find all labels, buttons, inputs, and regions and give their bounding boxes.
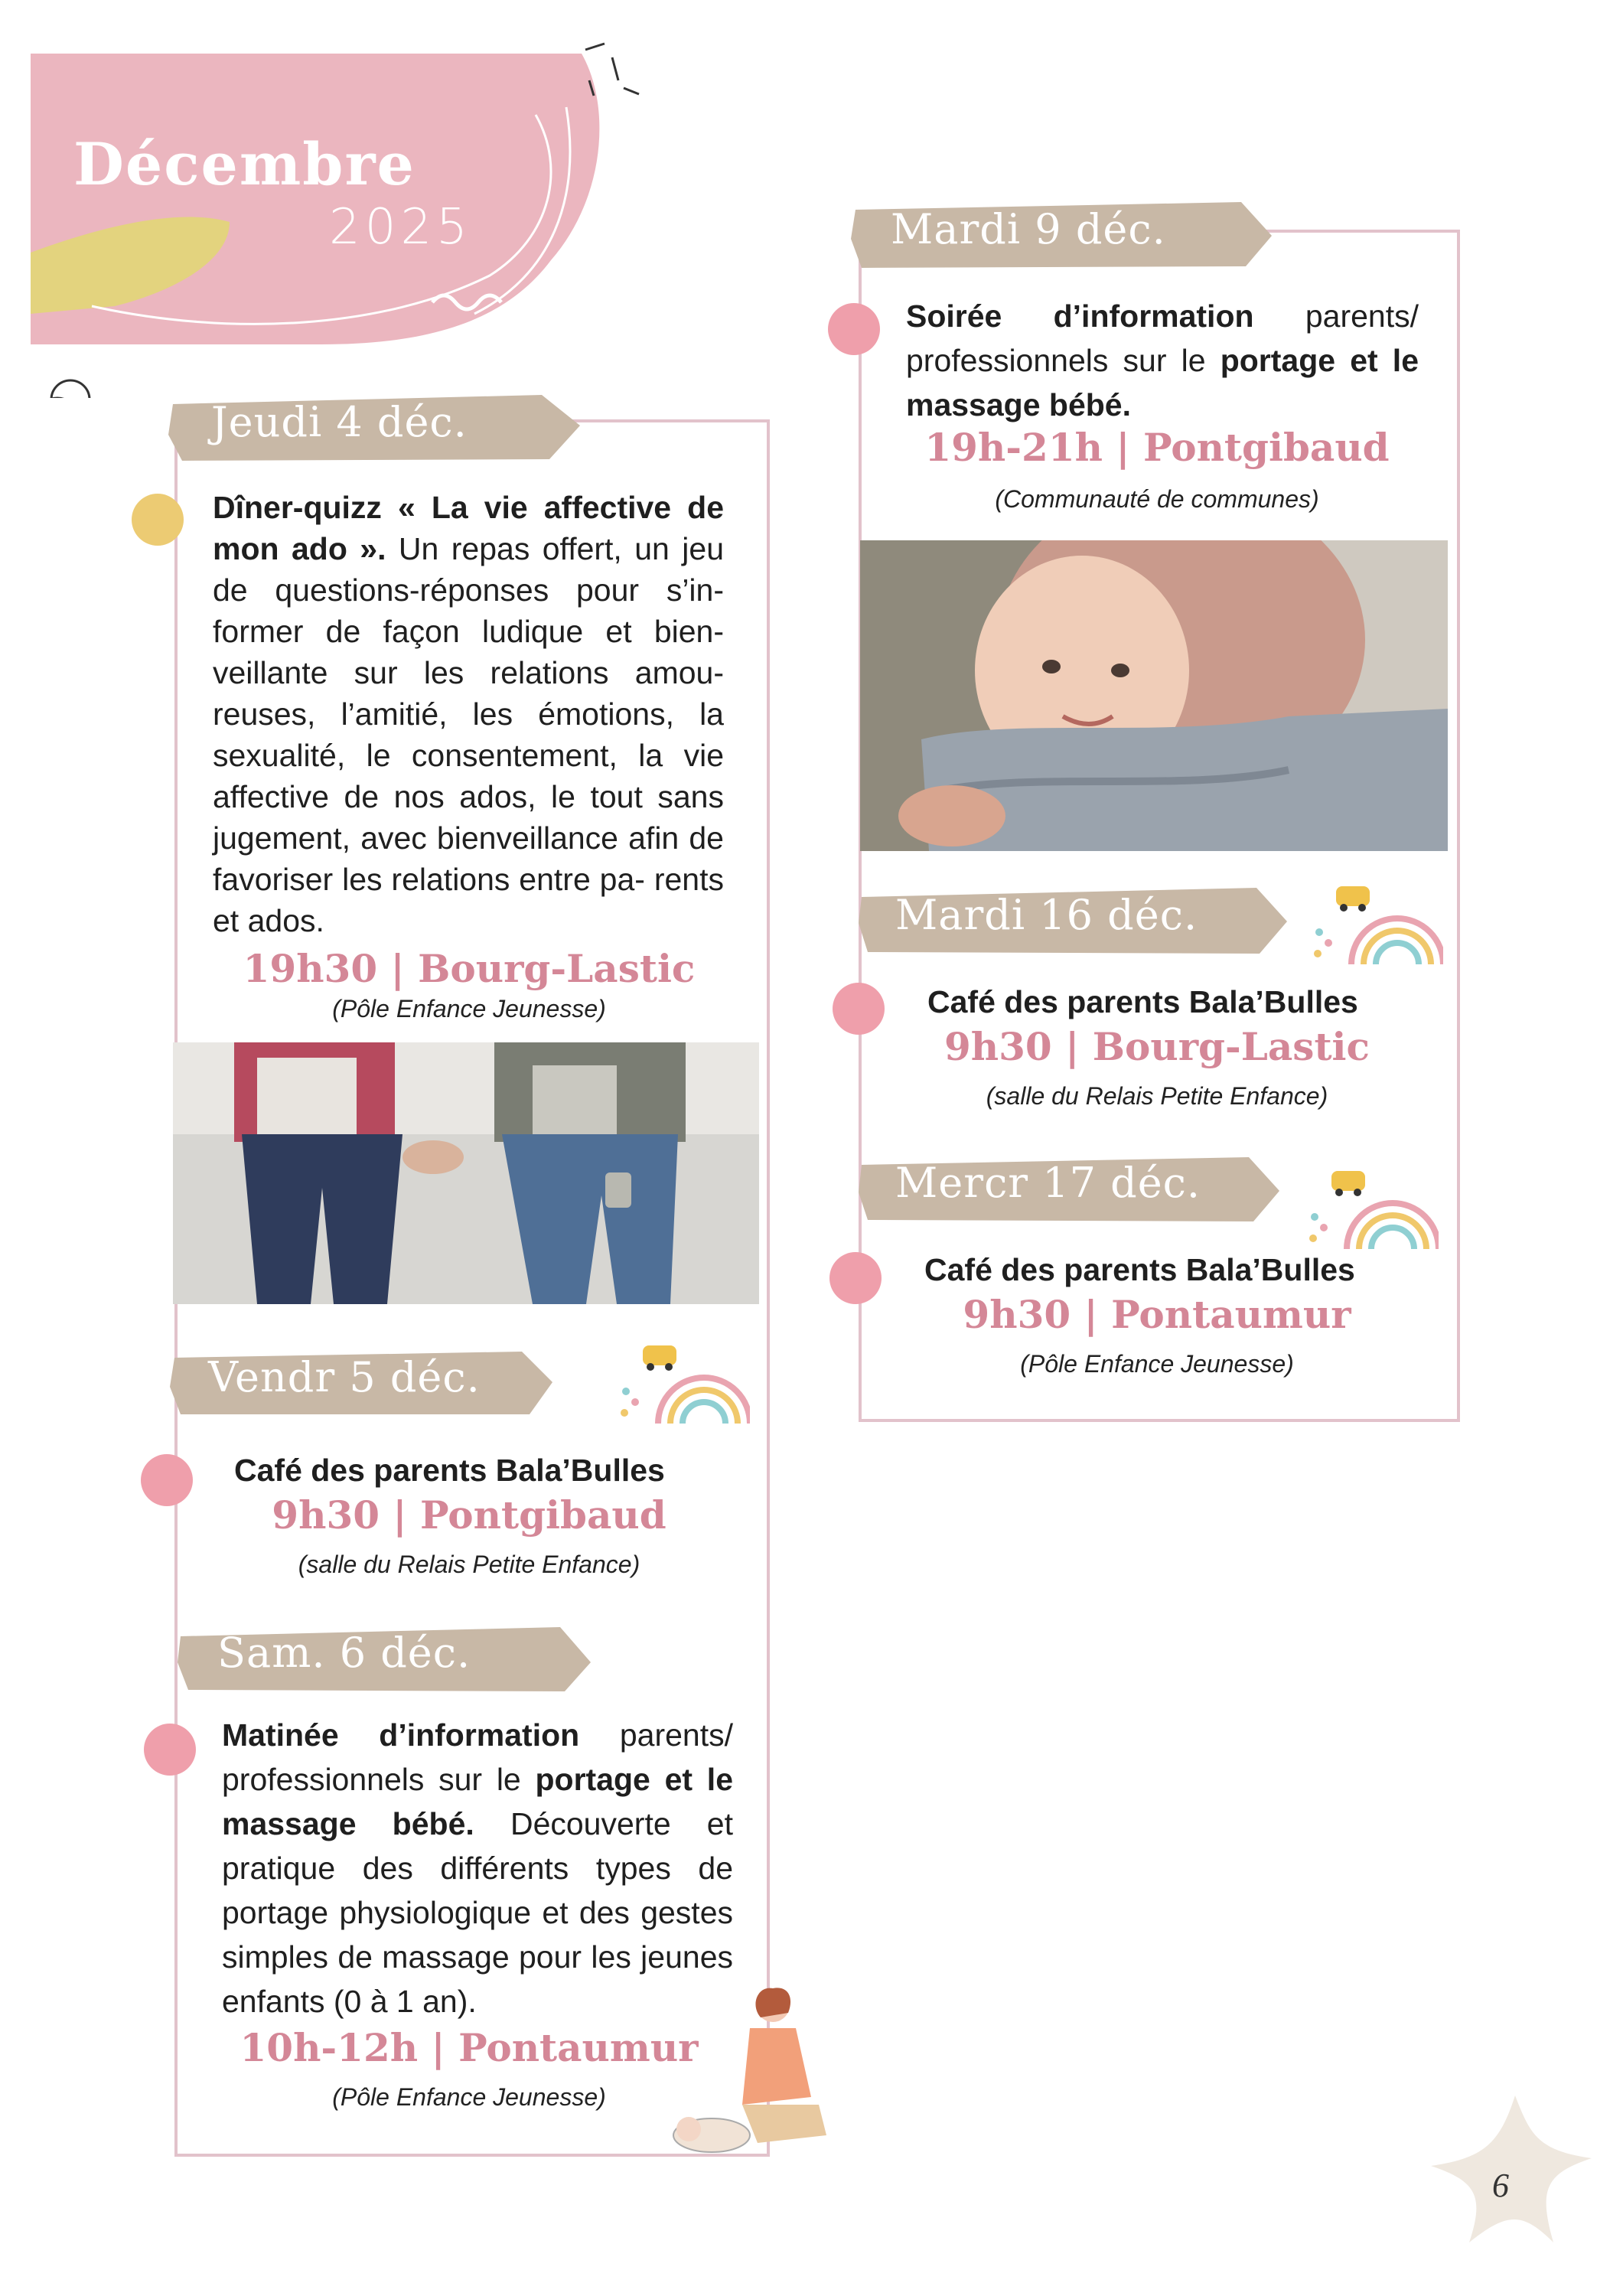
event-line: sexualité, le consentement, la vie — [213, 738, 724, 773]
date-label: Mardi 16 déc. — [895, 891, 1198, 939]
event-time-place: 10h-12h | Pontaumur — [240, 2025, 699, 2070]
event-venue: (Pôle Enfance Jeunesse) — [1020, 1350, 1294, 1378]
rainbow-bus-icon — [612, 1339, 750, 1431]
date-label: Sam. 6 déc. — [217, 1629, 471, 1677]
teen-couple-photo — [173, 1042, 759, 1304]
event-description — [222, 1713, 733, 2024]
date-label: Mercr 17 déc. — [895, 1159, 1201, 1207]
event-line: de questions-réponses pour s’in- — [213, 572, 724, 608]
event-emphasis: portage et le massage bébé. — [906, 343, 1419, 422]
event-line: jugement, avec bienveillance afin — [213, 820, 680, 856]
event-line: de favoriser les relations entre pa- — [213, 820, 724, 897]
event-time-place: 9h30 | Pontgibaud — [272, 1492, 666, 1538]
starfish-decoration — [1423, 2089, 1607, 2258]
page-number: 6 — [1492, 2167, 1509, 2204]
event-time-place: 9h30 | Bourg-Lastic — [944, 1024, 1370, 1069]
event-title: Café des parents Bala’Bulles — [234, 1453, 665, 1488]
event-bullet-dot — [828, 303, 880, 355]
date-banner-mercr-17 — [859, 1150, 1279, 1226]
year-label: 2025 — [329, 199, 472, 256]
date-banner-sam-6 — [178, 1619, 591, 1696]
event-description — [213, 487, 724, 941]
event-line: veillante sur les relations amou- — [213, 655, 724, 690]
event-bullet-dot — [132, 494, 184, 546]
event-emphasis: portage et le massage bébé. — [222, 1762, 733, 1841]
event-text-part: parents/ professionnels sur le — [906, 298, 1419, 378]
event-time-place: 9h30 | Pontaumur — [963, 1292, 1351, 1337]
event-line: affective de nos ados, le tout sans — [213, 779, 724, 814]
event-line: Un repas offert, un jeu — [398, 531, 724, 566]
event-text-part: parents/ professionnels sur le — [222, 1717, 733, 1797]
date-banner-mardi-16 — [859, 882, 1287, 958]
rainbow-bus-icon — [1305, 880, 1443, 972]
event-line: reuses, l’amitié, les émotions, la — [213, 696, 724, 732]
date-label: Jeudi 4 déc. — [211, 398, 468, 446]
event-text-part: Découverte et pratique des différents types de portage physiologique et des gestes simples de massage pour les jeunes enfants (0 à 1 an). — [222, 1806, 733, 2019]
event-venue: (Pôle Enfance Jeunesse) — [332, 995, 606, 1022]
event-venue: (salle du Relais Petite Enfance) — [298, 1551, 640, 1578]
date-label: Vendr 5 déc. — [208, 1353, 481, 1401]
date-label: Mardi 9 déc. — [891, 205, 1166, 253]
month-title: Décembre — [73, 130, 416, 198]
date-banner-mardi-9 — [851, 196, 1272, 272]
event-title: Café des parents Bala’Bulles — [927, 984, 1358, 1019]
event-bullet-dot — [144, 1724, 196, 1776]
date-banner-vendr-5 — [170, 1344, 552, 1420]
event-venue: (Communauté de communes) — [995, 485, 1319, 513]
event-title: Dîner-quizz « La vie affective de mon ado ». — [213, 490, 724, 566]
event-time-place: 19h30 | Bourg-Lastic — [243, 946, 696, 991]
date-banner-jeudi-4 — [167, 389, 580, 465]
event-time-place: 19h-21h | Pontgibaud — [924, 425, 1390, 470]
event-title: Café des parents Bala’Bulles — [924, 1252, 1355, 1287]
event-line: former de façon ludique et bien- — [213, 614, 724, 649]
event-title: Matinée d’information — [222, 1717, 580, 1753]
event-description — [906, 294, 1419, 427]
event-title: Soirée d’information — [906, 298, 1254, 334]
event-venue: (salle du Relais Petite Enfance) — [986, 1082, 1328, 1110]
rainbow-bus-icon — [1301, 1165, 1439, 1257]
event-line: rents et ados. — [213, 862, 724, 938]
event-venue: (Pôle Enfance Jeunesse) — [332, 2083, 606, 2111]
mother-baby-illustration — [666, 1982, 849, 2166]
babywearing-photo — [860, 540, 1448, 851]
page-header — [0, 0, 689, 398]
